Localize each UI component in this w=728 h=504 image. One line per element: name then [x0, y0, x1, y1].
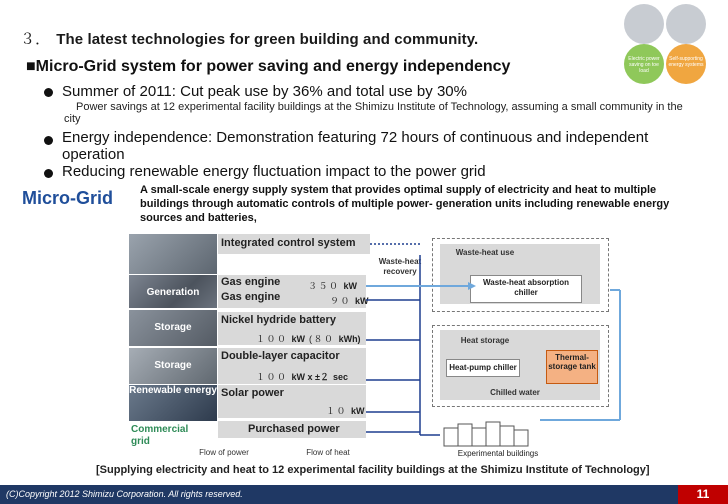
nickel-battery-unit-kwh: kWh)	[338, 334, 361, 344]
nickel-battery-number: １００	[256, 334, 288, 344]
nickel-battery-unit-kw: kW	[291, 334, 306, 344]
microgrid-title: Micro-Grid	[22, 188, 114, 208]
solar-number: １０	[326, 406, 348, 416]
gas-engine-1-label: Gas engine	[221, 276, 281, 288]
self-supporting-badge-text: Self-supporting energy systems	[668, 56, 704, 68]
solar-unit: kW	[351, 406, 365, 416]
page-number: 11	[678, 485, 728, 504]
capacitor-mult: kW x ±２	[291, 372, 329, 382]
chilled-water-label: Chilled water	[490, 388, 540, 397]
page-subtitle: ■Micro-Grid system for power saving and energy independency	[26, 58, 511, 75]
capacitor-number: １００	[256, 372, 288, 382]
bullet-1-note: Power savings at 12 experimental facility buildings at the Shimizu Institute of Technology, assuming a small community in the city	[64, 101, 683, 125]
photo-renewable-label: Renewable energy	[129, 385, 217, 396]
capacitor-label: Double-layer capacitor	[221, 350, 340, 362]
figure-caption: [Supplying electricity and heat to 12 experimental facility buildings at the Shimizu Institute of Technology]	[96, 464, 650, 476]
title-text: The latest technologies for green building and community.	[56, 31, 479, 48]
gas-engine-1-unit: kW	[343, 281, 358, 291]
bullet-3: Reducing renewable energy fluctuation impact to the power grid	[62, 163, 486, 180]
experimental-buildings-icon	[444, 422, 528, 446]
experimental-buildings-label: Experimental buildings	[457, 449, 539, 458]
photo-storage-1-label: Storage	[154, 322, 192, 333]
commercial-grid-label: Commercial grid	[131, 424, 189, 447]
legend-heat-label: Flow of heat	[290, 448, 366, 457]
bullet-1: Summer of 2011: Cut peak use by 36% and total use by 30%	[62, 83, 467, 100]
gas-engine-1-number: ３５０	[308, 281, 340, 291]
waste-heat-recovery-label: Waste-heat recovery	[378, 257, 422, 276]
microgrid-description: A small-scale energy supply system that provides optimal supply of electricity and heat to multiple buildings through automatic controls of multiple power- generation units including renewable energy sources and batteries,	[140, 184, 670, 224]
gas-engine-2-unit: kW	[355, 296, 369, 306]
solar-label: Solar power	[221, 387, 284, 399]
capacitor-unit: sec	[333, 372, 349, 382]
thermal-storage-label: Thermal-storage tank	[548, 353, 596, 371]
copyright-text: (C)Copyright 2012 Shimizu Corporation. All rights reserved.	[6, 489, 243, 499]
bullet-2: Energy independence: Demonstration featuring 72 hours of continuous and independent operation	[62, 129, 649, 163]
integrated-control-label: Integrated control system	[221, 237, 356, 249]
absorption-chiller-label: Waste-heat absorption chiller	[483, 278, 569, 297]
heat-arrow	[468, 282, 476, 290]
footer-bar	[0, 485, 728, 504]
nickel-battery-label: Nickel hydride battery	[221, 314, 336, 326]
gas-engine-2-number: ９０	[330, 296, 352, 306]
gas-engine-2-label: Gas engine	[221, 291, 281, 303]
purchased-label: Purchased power	[248, 423, 340, 435]
section-number: ３．	[20, 30, 51, 48]
photo-generation-label: Generation	[146, 287, 200, 298]
power-saving-badge-text: Electric power saving on toe load	[628, 56, 660, 74]
legend-power-label: Flow of power	[184, 448, 264, 457]
heat-storage-label: Heat storage	[460, 336, 510, 345]
waste-heat-use-label: Waste-heat use	[455, 248, 515, 257]
photo-storage-2-label: Storage	[154, 360, 192, 371]
heat-pump-label: Heat-pump chiller	[449, 363, 517, 372]
nickel-battery-kwh-number: (８０	[309, 334, 335, 344]
